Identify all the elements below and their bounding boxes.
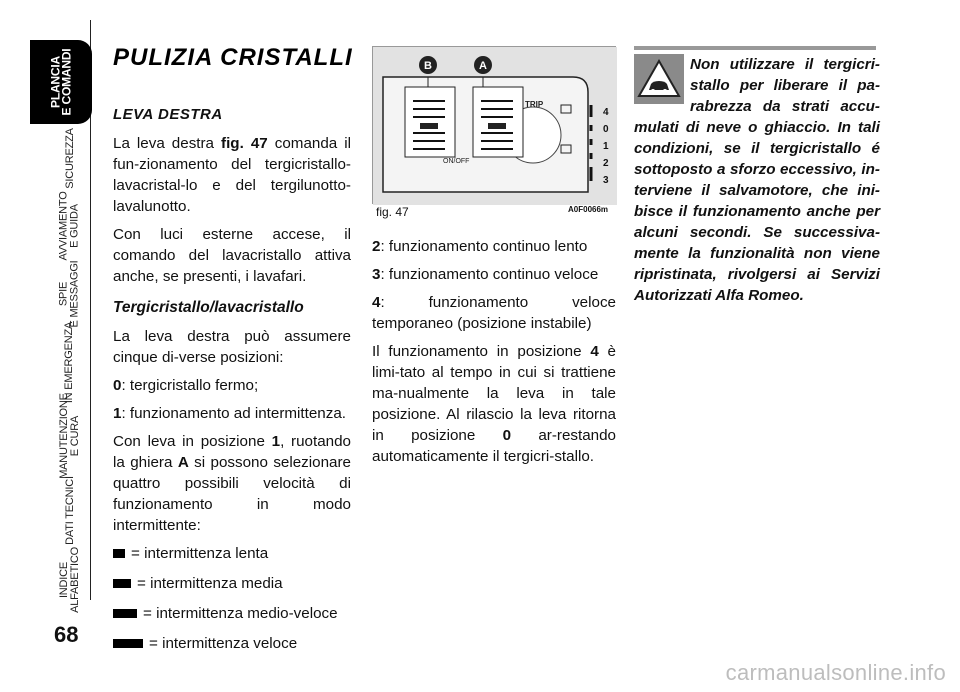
figure-code: A0F0066m [568,205,609,214]
page-title: PULIZIA CRISTALLI [113,44,353,71]
position-1: 1: funzionamento ad intermittenza. [113,405,347,422]
scale-label-3: 3 [603,175,609,186]
warning-icon [634,54,690,112]
middle-column [372,236,616,474]
tab-in-emergenza[interactable] [48,321,92,403]
figure-caption: fig. 47 [376,205,409,219]
lights-note: Con luci esterne accese, il comando del lavacristallo attiva anche, se presenti, i lavafari. [113,226,351,285]
sub-heading: Tergicristallo/lavacristallo [113,299,304,316]
label-a: A [479,60,487,72]
position-4: 4: funzionamento veloce temporaneo (posizione instabile) [372,294,616,332]
tab-label: DATI TECNICI [63,475,76,545]
scale-label-0: 0 [603,124,609,135]
speed-fast: = intermittenza veloce [113,633,351,654]
warning-text: Non utilizzare il tergicri-stallo per liberare il pa-rabrezza da strati accu-mulati di neve o ghiaccio. In tali condizioni, se il tergicristallo é sottoposto a sforzo eccessivo, in-terviene il salvamotore, che ini-bisce il funzionamento anche per alcuni secondi. Se successiva-mente la funzionalità non viene ripristinata, rivolgersi ai Servizi Autorizzati Alfa Romeo. [634,56,880,304]
tab-dati-tecnici[interactable] [48,476,92,544]
position-3: 3: funzionamento continuo veloce [372,266,599,283]
tab-indice-alfabetico[interactable] [48,544,92,616]
speed-bar-icon [113,609,137,618]
tab-label: IN EMERGENZA [63,321,76,403]
warning-rule [634,46,876,50]
tab-label: MANUTENZIONE E CURA [58,393,82,479]
speed-medium: = intermittenza media [113,573,351,594]
tab-sicurezza[interactable] [48,124,92,192]
onoff-label: ON/OFF [443,158,470,165]
speed-slow: = intermittenza lenta [113,543,351,564]
tab-spie-e-messaggi[interactable] [48,260,92,328]
page-number: 68 [54,622,79,647]
tab-label: PLANCIA E COMANDI [48,48,73,116]
tab-label: INDICE ALFABETICO [58,547,82,613]
label-b: B [424,60,432,72]
intermittent-paragraph: Con leva in posizione 1, ruotando la ghiera A si possono selezionare quattro possibili velocità di funzionamento in modo intermittente: [113,433,351,534]
intro-paragraph: La leva destra fig. 47 comanda il fun-zionamento del tergicristallo-lavacristal-lo e del tergilunotto-lavalunotto. [113,135,352,215]
position-2: 2: funzionamento continuo lento [372,238,588,255]
tab-plancia-e-comandi[interactable] [30,40,92,124]
watermark: carmanualsonline.info [725,660,946,685]
left-column [113,104,351,663]
tab-label: SPIE E MESSAGGI [58,260,82,328]
figure-reference-link[interactable]: fig. 47 [221,135,268,152]
speed-bar-icon [113,549,125,558]
positions-intro: La leva destra può assumere cinque di-verse posizioni: [113,328,351,366]
position-0: 0: tergicristallo fermo; [113,377,259,394]
scale-label-2: 2 [603,158,609,169]
tab-avviamento-e-guida[interactable] [48,192,92,260]
tab-manutenzione-e-cura[interactable] [48,393,92,479]
scale-label-4: 4 [603,107,609,118]
tab-label: SICUREZZA [63,127,76,189]
lever-illustration [373,47,617,205]
speed-bar-icon [113,579,131,588]
speed-medium-fast: = intermittenza medio-veloce [113,603,351,624]
section-heading: LEVA DESTRA [113,106,223,123]
scale-label-1: 1 [603,141,609,152]
trip-label: TRIP [525,100,544,109]
tab-label: AVVIAMENTO E GUIDA [58,191,82,261]
warning-box [634,54,880,306]
figure-47-lever-diagram [372,46,616,204]
position-4-note: Il funzionamento in posizione 4 è limi-tato al tempo in cui si trattiene ma-nualmente la leva in tale posizione. Al rilascio la leva ritorna in posizione 0 ar-restando automaticamente il tergicri-stallo. [372,343,617,465]
speed-bar-icon [113,639,143,648]
